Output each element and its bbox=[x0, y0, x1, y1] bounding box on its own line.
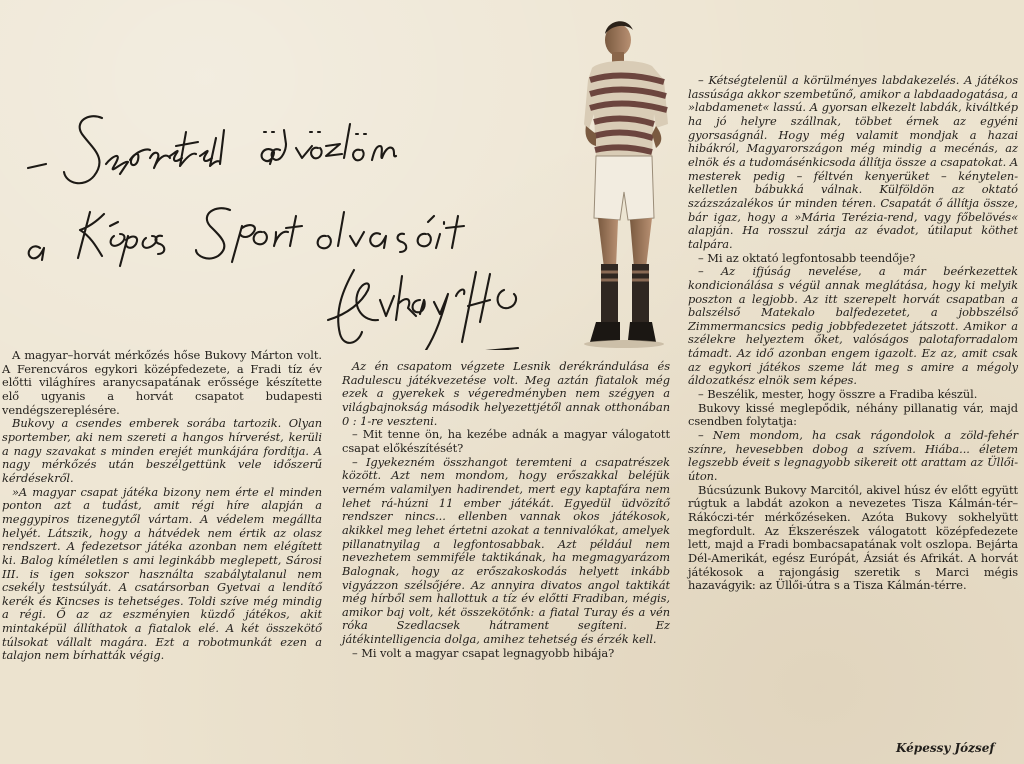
article-column-1 bbox=[2, 349, 322, 663]
col3-paragraph-5: Búcsúzunk Bukovy Marcitól, akivel húsz év előtt együtt rúgtuk a labdát azokon a nevezetes Tisza Kálmán-tér–Rákóczi-tér mérkőzéseken. Azóta Bukovy sokhelyütt megfordult. Az Ékszerészek válogatott középfedezete lett, majd a Fradi bombacsapatának volt oszlopa. Bejárta Dél-Amerikát, egész Európát, Ázsiát és Afrikát. A horvát játékosok a rajongásig szeretik s Marci mégis hazavágyik: az Üllői-útra s a Tisza Kálmán-térre. bbox=[688, 482, 1018, 593]
handwritten-autograph bbox=[10, 60, 580, 350]
col3-paragraph-4: – Nem mondom, ha csak rágondolok a zöld-fehér színre, hevesebben dobog a szívem. Hiába... életem legszebb éveit s legnagyobb sikereit ott arattam az Üllői-úton. bbox=[688, 428, 1018, 484]
player-photo bbox=[582, 6, 682, 351]
col3-paragraph-1: – Kétségtelenül a körülményes labdakezelés. A játékos lassúsága akkor szembetűnő, amikor a labdaadogatása, a »labdamenet« lassú. A gyorsan elkezelt labdák, kiváltkép ha jó helyre szállnak, többet érnek az egyéni gyorsaságnál. Hogy még valamit mondjak a hazai hibákról, Magyarországon még mindig a mecénás, az elnök és a tudomásénkicsoda állítja össze a csapatokat. A mesterek pedig – féltvén kenyerüket – kénytelen-kelletlen bábukká válnak. Külföldön az oktató százszázalékos úr minden téren. Csapatát ő állítja össze, bár igaz, hogy a »Mária Terézia-rend, vagy főbelövés« alapján. Ha rosszul zárja az évadot, útilaput köthet talpára. bbox=[688, 73, 1018, 251]
article-column-2 bbox=[342, 360, 670, 660]
col3-question-1: – Mi az oktató legfontosabb teendője? bbox=[698, 250, 916, 265]
col3-paragraph-2: – Az ifjúság nevelése, a már beérkezettek kondicionálása s végül annak meglátása, hogy ki melyik poszton a legjobb. Az itt szerepelt horvát csapatban a balszélső Matekalo balfedezetet, a jobbszélső Zimmermancsics pedig jobbfedezetet játszott. Amikor a szélekre helyeztem őket, valóságos palotaforradalom támadt. Az idő azonban engem igazolt. Ez az, amit csak az egykori játékos szeme lát meg s amire a mégoly áldozatkész elnök sem képes. bbox=[688, 264, 1018, 388]
author-byline: Képessy József bbox=[896, 741, 995, 755]
col3-paragraph-3: Bukovy kissé meglepődik, néhány pillanatig vár, majd csendben folytatja: bbox=[688, 400, 1018, 429]
col1-paragraph-1: A magyar–horvát mérkőzés hőse Bukovy Márton volt. A Ferencváros egykori középfedezete, a Fradi tíz év előtti világhíres aranycsapatának erőssége készítette elő ugyanis a horvát csapatot budapesti vendégszereplésére. bbox=[2, 348, 322, 417]
col2-paragraph-2: – Igyekezném összhangot teremteni a csapatrészek között. Azt nem mondom, hogy erőszakkal beléjük verném valamilyen hadirendet, mert egy kaptafára nem lehet rá-húzni 11 ember játékát. Egyedül üdvözítő rendszer nincs... ellenben vannak okos játékosok, akikkel meg lehet értetni azokat a tennivalókat, amelyek pillanatnyilag a legfontosabbak. Azt például nem nevezhetem semmiféle taktikának, ha megmagyarázom Balognak, hogy az erőszakoskodás helyett inkább vigyázzon szélsőjére. Az annyira divatos angol taktikát még hírből sem hallottuk a tíz év előtti Fradiban, mégis, amikor baj volt, két összekötőnk: a fiatal Turay és a vén róka Szedlacsek hátrament segíteni. Ez játékintelligencia dolga, amihez tehetség és érzék kell. bbox=[342, 454, 670, 647]
article-column-3 bbox=[688, 74, 1018, 593]
col2-question-2: – Mi volt a magyar csapat legnagyobb hibája? bbox=[352, 645, 615, 660]
col2-question-1: – Mit tenne ön, ha kezébe adnák a magyar válogatott csapat előkészítését? bbox=[342, 427, 670, 455]
col2-paragraph-1: Az én csapatom végzete Lesnik derékrándulása és Radulescu játékvezetése volt. Meg aztán fiatalok még ezek a gyerekek s végeredményben nem szégyen a világbajnokság második helyezettjétől annak otthonában 0 : 1-re veszteni. bbox=[342, 359, 670, 428]
col3-question-2: – Beszélik, mester, hogy összre a Fradiba készül. bbox=[698, 387, 978, 402]
col1-paragraph-3: »A magyar csapat játéka bizony nem érte el minden ponton azt a tudást, amit régi híre alapján a meggypiros tizenegytől vártam. A védelem megállta helyét. Látszik, hogy a hátvédek nem értik az olasz rendszert. A fedezetsor játéka azonban nem elégített ki. Balog kíméletlen s ami leginkább meglepett, Sárosi III. is igen sokszor használta szabálytalanul nem csekély testsúlyát. A csatársorban Gyetvai a lendítő kerék és Kincses is tehetséges. Toldi szíve még mindig a régi. Ő az az eszményien küzdő játékos, akit mintaképül állíthatok a fiatalok elé. A két összekötő túlsokat vállalt magára. Ezt a robotmunkát ezen a talajon nem bírhatták végig. bbox=[2, 484, 322, 663]
col1-paragraph-2: Bukovy a csendes emberek sorába tartozik. Olyan sportember, aki nem szereti a hangos hírverést, kerüli a nagy szavakat s minden erejét munkájára fordítja. A nagy mérkőzés után beszélgettünk vele időszerű kérdésekről. bbox=[2, 416, 322, 485]
